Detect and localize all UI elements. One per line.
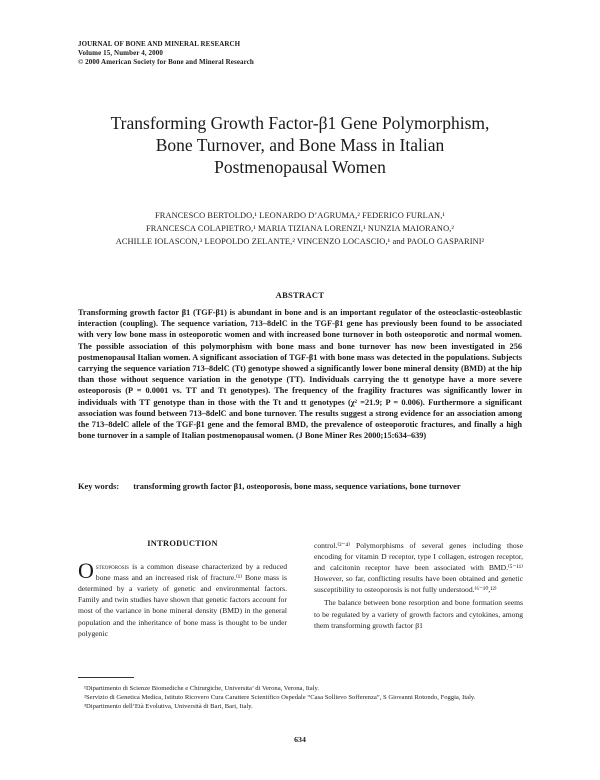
right-column bbox=[314, 540, 523, 631]
footnote-1: ¹Dipartimento di Scienze Biomediche e Chirurgiche, Universita’ di Verona, Verona, Italy. bbox=[84, 685, 320, 692]
intro-text: is a common disease characterized by a reduced bone mass and an increased risk of fracture.⁽¹⁾ Bone mass is determined by a variety of genetic and environmental factors. Family and twin studies have shown that genetic factors account for most of the variance in bone mineral density (BMD) in the general population and the inheritance of bone mass is thought to be under polygenic bbox=[78, 562, 287, 638]
journal-copyright: © 2000 American Society for Bone and Mineral Research bbox=[78, 58, 254, 66]
introduction-heading: INTRODUCTION bbox=[147, 539, 218, 548]
article-title bbox=[60, 112, 540, 178]
intro-paragraph bbox=[78, 558, 287, 639]
title-line-3: Postmenopausal Women bbox=[214, 157, 386, 177]
author-list bbox=[60, 209, 540, 248]
drop-cap: O bbox=[78, 558, 94, 584]
footnote-2: ²Servizio di Genetica Medica, Istituto Ricovero Cura Carattere Scientifico Ospedale “Casa Sollievo Sofferenza”, S Giovanni Rotondo, Foggia, Italy. bbox=[84, 694, 476, 702]
left-column bbox=[78, 538, 287, 639]
abstract-heading: ABSTRACT bbox=[275, 290, 325, 300]
keywords-label: Key words: bbox=[78, 482, 120, 491]
intro-lead-word: steoporosis bbox=[95, 562, 129, 572]
footnotes bbox=[78, 684, 523, 712]
page-number: 634 bbox=[294, 735, 306, 744]
right-paragraph-1: control.⁽²⁻⁴⁾ Polymorphisms of several genes including those encoding for vitamin D receptor, type I collagen, estrogen receptor, and calcitonin receptor have been associated with BMD.⁽⁵⁻¹¹⁾ However, so far, conflicting results have been obtained and genetic susceptibility to osteoporosis is not fully understood.⁽⁶⁻¹⁰,¹²⁾ bbox=[314, 541, 523, 595]
journal-volume: Volume 15, Number 4, 2000 bbox=[78, 49, 163, 57]
title-line-1: Transforming Growth Factor-β1 Gene Polymorphism, bbox=[110, 113, 490, 133]
journal-header bbox=[78, 40, 254, 67]
authors-line-2: FRANCESCA COLAPIETRO,¹ MARIA TIZIANA LORENZI,¹ NUNZIA MAIORANO,² bbox=[145, 224, 455, 233]
journal-name: JOURNAL OF BONE AND MINERAL RESEARCH bbox=[78, 40, 241, 48]
footnote-rule bbox=[78, 677, 134, 678]
abstract-text: Transforming growth factor β1 (TGF-β1) is abundant in bone and is an important regulator of the osteoclastic-osteoblastic interaction (coupling). The sequence variation, 713–8delC in the TGF-β1 gene has previously been found to be associated with very low bone mass in osteoporotic women and with increased bone turnover in both osteoporotic and normal women. The possible association of this polymorphism with bone mass and bone turnover has now been investigated in 256 postmenopausal Italian women. A significant association of TGF-β1 with bone mass was detected in the populations. Subjects carrying the sequence variation 713–8delC (Tt) genotype showed a significantly lower bone mineral density (BMD) at the hip than those without sequence variation in the genotype (TT). Individuals carrying the tt genotype have a more severe osteoporosis (P = 0.0001 vs. TT and Tt genotypes). The frequency of the fragility fractures was significantly lower in individuals with TT genotype than in those with the Tt and tt genotypes (χ² =21.9; P = 0.006). Furthermore a significant association was found between 713–8delC and bone turnover. The results suggest a strong evidence for an association among the 713–8delC allele of the TGF-β1 gene and the femoral BMD, the prevalence of osteoporotic fractures, and finally a high bone turnover in a sample of Italian postmenopausal women. (J Bone Miner Res 2000;15:634–639) bbox=[78, 308, 522, 441]
footnote-3: ³Dipartimento dell’Età Evolutiva, Università di Bari, Bari, Italy. bbox=[84, 703, 253, 711]
authors-line-3: ACHILLE IOLASCON,³ LEOPOLDO ZELANTE,² VINCENZO LOCASCIO,¹ and PAOLO GASPARINI² bbox=[115, 237, 485, 246]
title-line-2: Bone Turnover, and Bone Mass in Italian bbox=[155, 135, 445, 155]
keywords bbox=[78, 482, 548, 491]
right-paragraph-2: The balance between bone resorption and bone formation seems to be regulated by a variety of growth factors and cytokines, among them transforming growth factor β1 bbox=[314, 598, 523, 630]
authors-line-1: FRANCESCO BERTOLDO,¹ LEONARDO D’AGRUMA,² FEDERICO FURLAN,¹ bbox=[155, 211, 445, 220]
keywords-text: transforming growth factor β1, osteoporosis, bone mass, sequence variations, bone turnover bbox=[133, 482, 461, 491]
